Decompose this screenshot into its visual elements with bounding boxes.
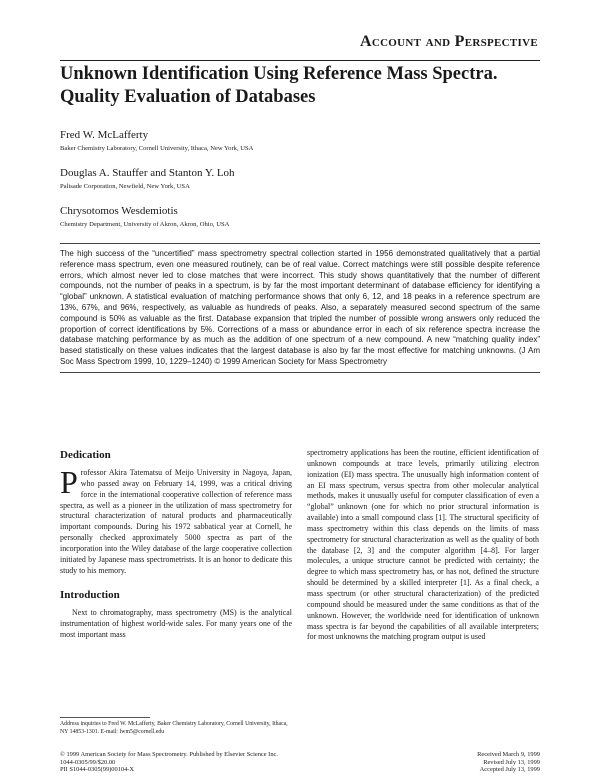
received-date: Received March 9, 1999 <box>477 751 540 758</box>
introduction-text: Next to chromatography, mass spectrometry (MS) is the analytical instrumentation of highest world-wide sales. For many years one of the most important mass <box>60 608 292 640</box>
copyright-line: © 1999 American Society for Mass Spectrometry. Published by Elsevier Science Inc. <box>60 751 278 758</box>
dedication-heading: Dedication <box>60 449 111 461</box>
author-affiliation: Baker Chemistry Laboratory, Cornell University, Ithaca, New York, USA <box>60 145 254 152</box>
author-name: Chrysotomos Wesdemiotis <box>60 205 178 217</box>
dedication-text <box>60 464 292 576</box>
author-name: Fred W. McLafferty <box>60 129 149 141</box>
right-column <box>307 448 539 643</box>
abstract-box <box>60 243 540 373</box>
author-list <box>60 128 540 242</box>
publication-info <box>60 751 278 774</box>
article-title: Unknown Identification Using Reference Mass Spectra. Quality Evaluation of Databases <box>60 64 498 107</box>
header-rule <box>60 60 540 61</box>
history-dates <box>477 751 540 774</box>
accepted-date: Accepted July 13, 1999 <box>479 766 540 774</box>
pii-line: PII S1044-0305(99)00104-X <box>60 766 135 774</box>
author-affiliation: Chemistry Department, University of Akron, Akron, Ohio, USA <box>60 221 230 228</box>
abstract-text: The high success of the “uncertified” mass spectrometry spectral collection started in 1956 demonstrated qualitatively that a partial reference mass spectrum, even one measured routinely, can be of real value. Correct matchings were still possible despite reference errors, which almost never led to close matches that were incorrect. This study shows quantitatively that the number of different compounds, not the number of peaks in a spectrum, is by far the most important determinant of database efficiency for identifying a “global” unknown. A statistical evaluation of matching performance shows that only 6, 12, and 18 peaks in a reference spectrum are 13%, 67%, and 96%, respectively, as valuable as hundreds of peaks. Also, a separately measured second spectrum of the same compound is 50% as valuable as the first. Database expansion that tripled the number of possible wrong answers only reduced the proportion of correct identifications by 5%. Corrections of a mass or abundance error in each of six reference spectra increase the database matching performance by as much as the addition of one spectrum of a new compound. A new “matching quality index” based statistically on these values indicates that the largest database is also by far the most effective for matching unknowns. (J Am Soc Mass Spectrom 1999, 10, 1229–1240) © 1999 American Society for Mass Spectrometry <box>60 249 540 366</box>
author-affiliation: Palisade Corporation, Newfield, New York, USA <box>60 183 190 190</box>
introduction-heading: Introduction <box>60 589 120 602</box>
issn-line: 1044-0305/99/$20.00 <box>60 758 116 766</box>
footnote: Address inquiries to Fred W. McLafferty, Baker Chemistry Laboratory, Cornell University, Ithaca, NY 14853-1301. E-mail: fwm5@cornell.edu <box>60 721 288 735</box>
section-label: Account and Perspective <box>359 33 538 50</box>
right-column-text: spectrometry applications has been the routine, efficient identification of unknown compounds at trace levels, primarily utilizing electron ionization (EI) mass spectra. The unusually high information content of an EI mass spectrum, versus spectra from other molecular analytical methods, makes it unusually useful for computer classification of even a “global” unknown (one for which no prior structural information is available) into a small compound class [1]. The structural specificity of mass spectrometry within this class depends on the limits of mass spectrometry for structural characterization as well as the quality of both the database [2, 3] and the computer algorithm [4–8]. For larger molecules, a unique structure cannot be predicted with certainty; the degree to which mass spectrometry has, or has not, defined the structure should be determined by a skilled interpreter [1]. As a final check, a mass spectrum (or other structural characterization) of the predicted compound should be measured under the same conditions as that of the unknown. However, the worldwide need for identification of unknown mass spectra is far beyond the capabilities of all available interpreters; for most unknowns the matching program output is used <box>307 448 539 642</box>
left-column <box>60 448 292 641</box>
footnote-rule <box>60 717 150 718</box>
drop-cap: P <box>60 464 78 500</box>
revised-date: Revised July 13, 1999 <box>483 758 540 766</box>
dedication-body: rofessor Akira Tatematsu of Meijo University in Nagoya, Japan, who passed away on February 14, 1999, was a critical driving force in the international cooperative collection of reference mass spectra, as well as a pioneer in the utilization of mass spectrometry for structural characterization of natural products and pharmaceutically important compounds. During his 1972 sabbatical year at Cornell, he personally checked approximately 5000 spectra as part of the incorporation into the Wiley database of the large cooperative collection initiated by Japanese mass spectrometrists. It is an honor to dedicate this study to his memory. <box>60 468 292 575</box>
author-name: Douglas A. Stauffer and Stanton Y. Loh <box>60 167 235 179</box>
